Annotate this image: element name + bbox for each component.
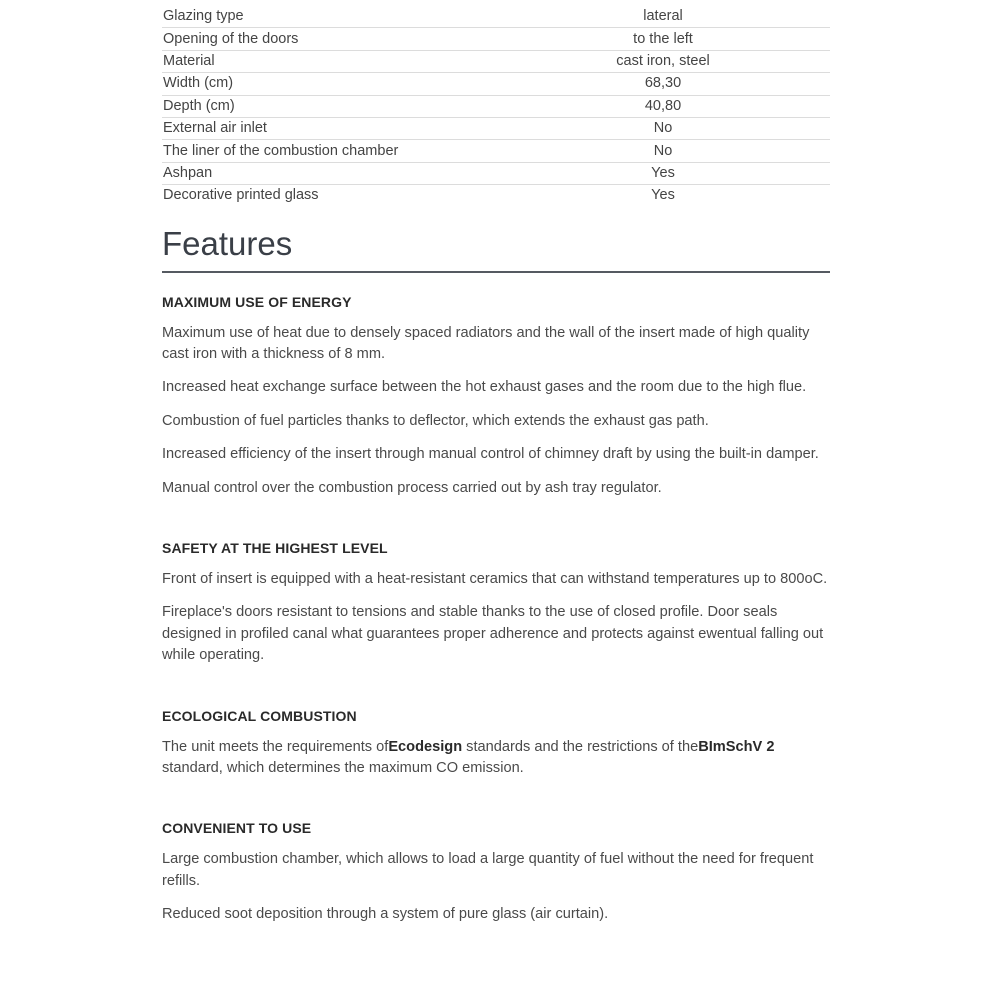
spec-label: Glazing type bbox=[163, 8, 244, 25]
bimschv-term: BImSchV 2 bbox=[698, 738, 775, 755]
paragraph: Reduced soot deposition through a system of pure glass (air curtain). bbox=[162, 906, 609, 923]
paragraph: Increased efficiency of the insert through manual control of chimney draft by using the built-in damper. bbox=[162, 446, 819, 463]
section-maximum-use-of-energy bbox=[162, 293, 830, 499]
spec-label: Ashpan bbox=[162, 162, 496, 184]
spec-value: to the left bbox=[496, 28, 830, 50]
table-row bbox=[162, 73, 830, 95]
eco-text: standards and the restrictions of the bbox=[462, 738, 699, 755]
features-heading: Features bbox=[162, 224, 830, 273]
specifications-table bbox=[162, 6, 830, 207]
section-title: MAXIMUM USE OF ENERGY bbox=[162, 293, 352, 310]
section-title: ECOLOGICAL COMBUSTION bbox=[162, 707, 357, 724]
table-row bbox=[162, 140, 830, 162]
table-row bbox=[162, 117, 830, 139]
paragraph: Maximum use of heat due to densely spaced radiators and the wall of the insert made of high quality cast iron with a thickness of 8 mm. bbox=[162, 324, 810, 362]
section-ecological-combustion bbox=[162, 707, 830, 780]
product-details bbox=[162, 6, 830, 926]
table-row bbox=[162, 50, 830, 72]
ecodesign-term: Ecodesign bbox=[388, 738, 463, 755]
section-title: SAFETY AT THE HIGHEST LEVEL bbox=[162, 539, 388, 556]
paragraph: Increased heat exchange surface between the hot exhaust gases and the room due to the high flue. bbox=[162, 379, 807, 396]
paragraph: Fireplace's doors resistant to tensions and stable thanks to the use of closed profile. Door seals designed in profiled canal what guarantees proper adherence and protects against ewentual falling out while operating. bbox=[162, 604, 824, 664]
section-safety bbox=[162, 539, 830, 667]
spec-value: lateral bbox=[643, 8, 683, 25]
spec-label: Decorative printed glass bbox=[162, 185, 496, 207]
section-title: CONVENIENT TO USE bbox=[162, 820, 312, 837]
spec-value: Yes bbox=[496, 162, 830, 184]
eco-text: standard, which determines the maximum CO emission. bbox=[162, 759, 524, 776]
spec-label: Depth (cm) bbox=[162, 95, 496, 117]
spec-value: cast iron, steel bbox=[496, 50, 830, 72]
table-row bbox=[162, 95, 830, 117]
spec-value: 40,80 bbox=[496, 95, 830, 117]
spec-value: No bbox=[496, 117, 830, 139]
spec-value: 68,30 bbox=[496, 73, 830, 95]
table-row bbox=[162, 28, 830, 50]
spec-label: Material bbox=[162, 50, 496, 72]
spec-value: No bbox=[496, 140, 830, 162]
spec-label: The liner of the combustion chamber bbox=[162, 140, 496, 162]
table-row bbox=[162, 185, 830, 207]
paragraph bbox=[162, 737, 830, 780]
eco-text: The unit meets the requirements of bbox=[162, 738, 389, 755]
spec-label: Opening of the doors bbox=[162, 28, 496, 50]
paragraph: Front of insert is equipped with a heat-resistant ceramics that can withstand temperatures up to 800oC. bbox=[162, 570, 828, 587]
spec-label: Width (cm) bbox=[162, 73, 496, 95]
spec-label: External air inlet bbox=[162, 117, 496, 139]
paragraph: Manual control over the combustion process carried out by ash tray regulator. bbox=[162, 479, 662, 496]
table-row bbox=[162, 6, 830, 28]
section-convenient-to-use bbox=[162, 819, 830, 925]
table-row bbox=[162, 162, 830, 184]
paragraph: Combustion of fuel particles thanks to deflector, which extends the exhaust gas path. bbox=[162, 412, 709, 429]
paragraph: Large combustion chamber, which allows to load a large quantity of fuel without the need for frequent refills. bbox=[162, 851, 814, 889]
spec-value: Yes bbox=[496, 185, 830, 207]
